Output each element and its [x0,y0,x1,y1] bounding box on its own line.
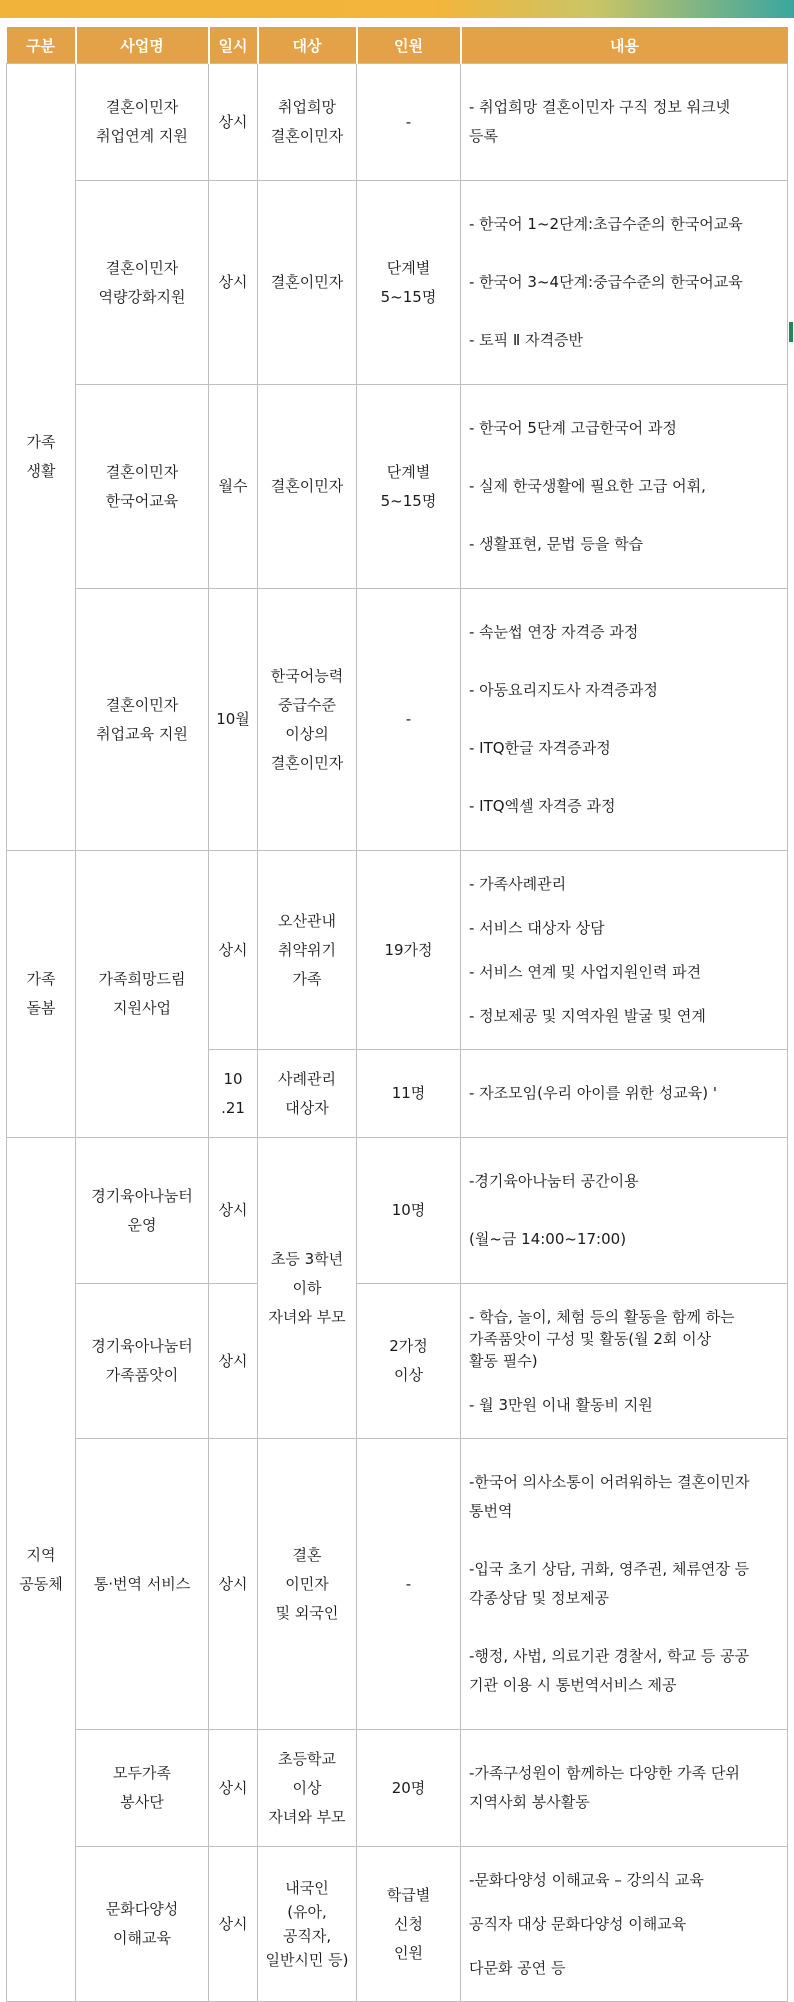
content-line: - 정보제공 및 지역자원 발굴 및 연계 [469,1007,706,1025]
category-cell: 가족 돌봄 [7,851,76,1138]
top-accent-bar [0,0,794,18]
content-line: - 자조모임(우리 아이를 위한 성교육) ' [469,1084,717,1102]
table-row [7,1439,788,1730]
program-name-cell: 결혼이민자 취업연계 지원 [76,64,209,181]
content-line: -문화다양성 이해교육 – 강의식 교육 [469,1871,704,1889]
target-cell: 사례관리 대상자 [258,1050,357,1138]
content-line: - 서비스 연계 및 사업지원인력 파견 [469,963,702,981]
table-row [7,851,788,1050]
content-line: -경기육아나눔터 공간이용 [469,1172,639,1190]
program-table [6,27,788,2002]
content-line: -행정, 사법, 의료기관 경찰서, 학교 등 공공 기관 이용 시 통번역서비스 제공 [469,1647,750,1694]
content-cell [461,1439,788,1730]
count-cell: - [357,589,461,851]
date-cell: 상시 [209,1847,258,2002]
content-line: - 학습, 놀이, 체험 등의 활동을 함께 하는 가족품앗이 구성 및 활동(월 2회 이상 활동 필수) [469,1308,735,1370]
table-row [7,64,788,181]
content-cell [461,1730,788,1847]
count-cell: 단계별 5~15명 [357,181,461,385]
category-cell: 가족 생활 [7,64,76,851]
content-cell [461,589,788,851]
target-cell: 초등 3학년 이하 자녀와 부모 [258,1138,357,1439]
content-line: - 취업희망 결혼이민자 구직 정보 워크넷 등록 [469,98,731,145]
content-line: - 속눈썹 연장 자격증 과정 [469,623,639,641]
target-cell: 초등학교 이상 자녀와 부모 [258,1730,357,1847]
content-line: 공직자 대상 문화다양성 이해교육 [469,1915,687,1933]
target-cell: 취업희망 결혼이민자 [258,64,357,181]
header-count: 인원 [357,27,461,64]
content-line: - 생활표현, 문법 등을 학습 [469,535,644,553]
table-row [7,1138,788,1284]
target-cell: 한국어능력 중급수준 이상의 결혼이민자 [258,589,357,851]
program-name-cell: 결혼이민자 한국어교육 [76,385,209,589]
category-cell: 지역 공동체 [7,1138,76,2002]
program-name-cell: 결혼이민자 역량강화지원 [76,181,209,385]
content-cell [461,1138,788,1284]
program-name-cell: 경기육아나눔터 운영 [76,1138,209,1284]
header-category: 구분 [7,27,76,64]
header-content: 내용 [461,27,788,64]
table-row [7,385,788,589]
header-target: 대상 [258,27,357,64]
header-program-name: 사업명 [76,27,209,64]
count-cell: - [357,1439,461,1730]
date-cell: 상시 [209,1284,258,1439]
content-line: - 한국어 3~4단계:중급수준의 한국어교육 [469,273,743,291]
table-header-row [7,27,788,64]
table-row [7,1730,788,1847]
target-cell: 결혼이민자 [258,385,357,589]
content-cell [461,64,788,181]
content-line: - 서비스 대상자 상담 [469,919,605,937]
content-line: -가족구성원이 함께하는 다양한 가족 단위 지역사회 봉사활동 [469,1764,740,1811]
date-cell: 상시 [209,851,258,1050]
date-cell: 상시 [209,1439,258,1730]
date-cell: 상시 [209,1730,258,1847]
program-name-cell: 모두가족 봉사단 [76,1730,209,1847]
content-line: 다문화 공연 등 [469,1959,566,1977]
count-cell: 20명 [357,1730,461,1847]
program-name-cell: 경기육아나눔터 가족품앗이 [76,1284,209,1439]
target-cell: 결혼이민자 [258,181,357,385]
date-cell: 상시 [209,1138,258,1284]
target-cell: 내국인 (유아, 공직자, 일반시민 등) [258,1847,357,2002]
program-name-cell: 결혼이민자 취업교육 지원 [76,589,209,851]
date-cell: 월수 [209,385,258,589]
content-cell [461,1050,788,1138]
content-cell [461,1847,788,2002]
count-cell: 학급별 신청 인원 [357,1847,461,2002]
table-row [7,181,788,385]
content-line: - ITQ한글 자격증과정 [469,739,611,757]
content-cell [461,851,788,1050]
date-cell: 상시 [209,181,258,385]
table-row [7,1284,788,1439]
content-line: - 아동요리지도사 자격증과정 [469,681,658,699]
program-name-cell: 가족희망드림 지원사업 [76,851,209,1138]
date-cell: 10 .21 [209,1050,258,1138]
content-line: -입국 초기 상담, 귀화, 영주권, 체류연장 등 각종상담 및 정보제공 [469,1560,750,1607]
count-cell: 단계별 5~15명 [357,385,461,589]
date-cell: 상시 [209,64,258,181]
content-cell [461,385,788,589]
content-line: -한국어 의사소통이 어려워하는 결혼이민자 통번역 [469,1473,750,1520]
content-cell [461,181,788,385]
header-date: 일시 [209,27,258,64]
count-cell: 10명 [357,1138,461,1284]
program-name-cell: 통·번역 서비스 [76,1439,209,1730]
count-cell: - [357,64,461,181]
count-cell: 11명 [357,1050,461,1138]
content-line: - 실제 한국생활에 필요한 고급 어휘, [469,477,706,495]
content-cell [461,1284,788,1439]
target-cell: 오산관내 취약위기 가족 [258,851,357,1050]
content-line: - 월 3만원 이내 활동비 지원 [469,1396,653,1414]
count-cell: 2가정 이상 [357,1284,461,1439]
content-line: - 토픽 Ⅱ 자격증반 [469,331,584,349]
target-cell: 결혼 이민자 및 외국인 [258,1439,357,1730]
table-row [7,1847,788,2002]
content-line: (월~금 14:00~17:00) [469,1230,627,1248]
content-line: - 한국어 5단계 고급한국어 과정 [469,419,677,437]
table-row [7,589,788,851]
content-line: - ITQ엑셀 자격증 과정 [469,797,616,815]
program-name-cell: 문화다양성 이해교육 [76,1847,209,2002]
content-line: - 한국어 1~2단계:초급수준의 한국어교육 [469,215,743,233]
program-table-container [6,27,787,2002]
side-marker [789,322,793,342]
count-cell: 19가정 [357,851,461,1050]
date-cell: 10월 [209,589,258,851]
content-line: - 가족사례관리 [469,875,567,893]
